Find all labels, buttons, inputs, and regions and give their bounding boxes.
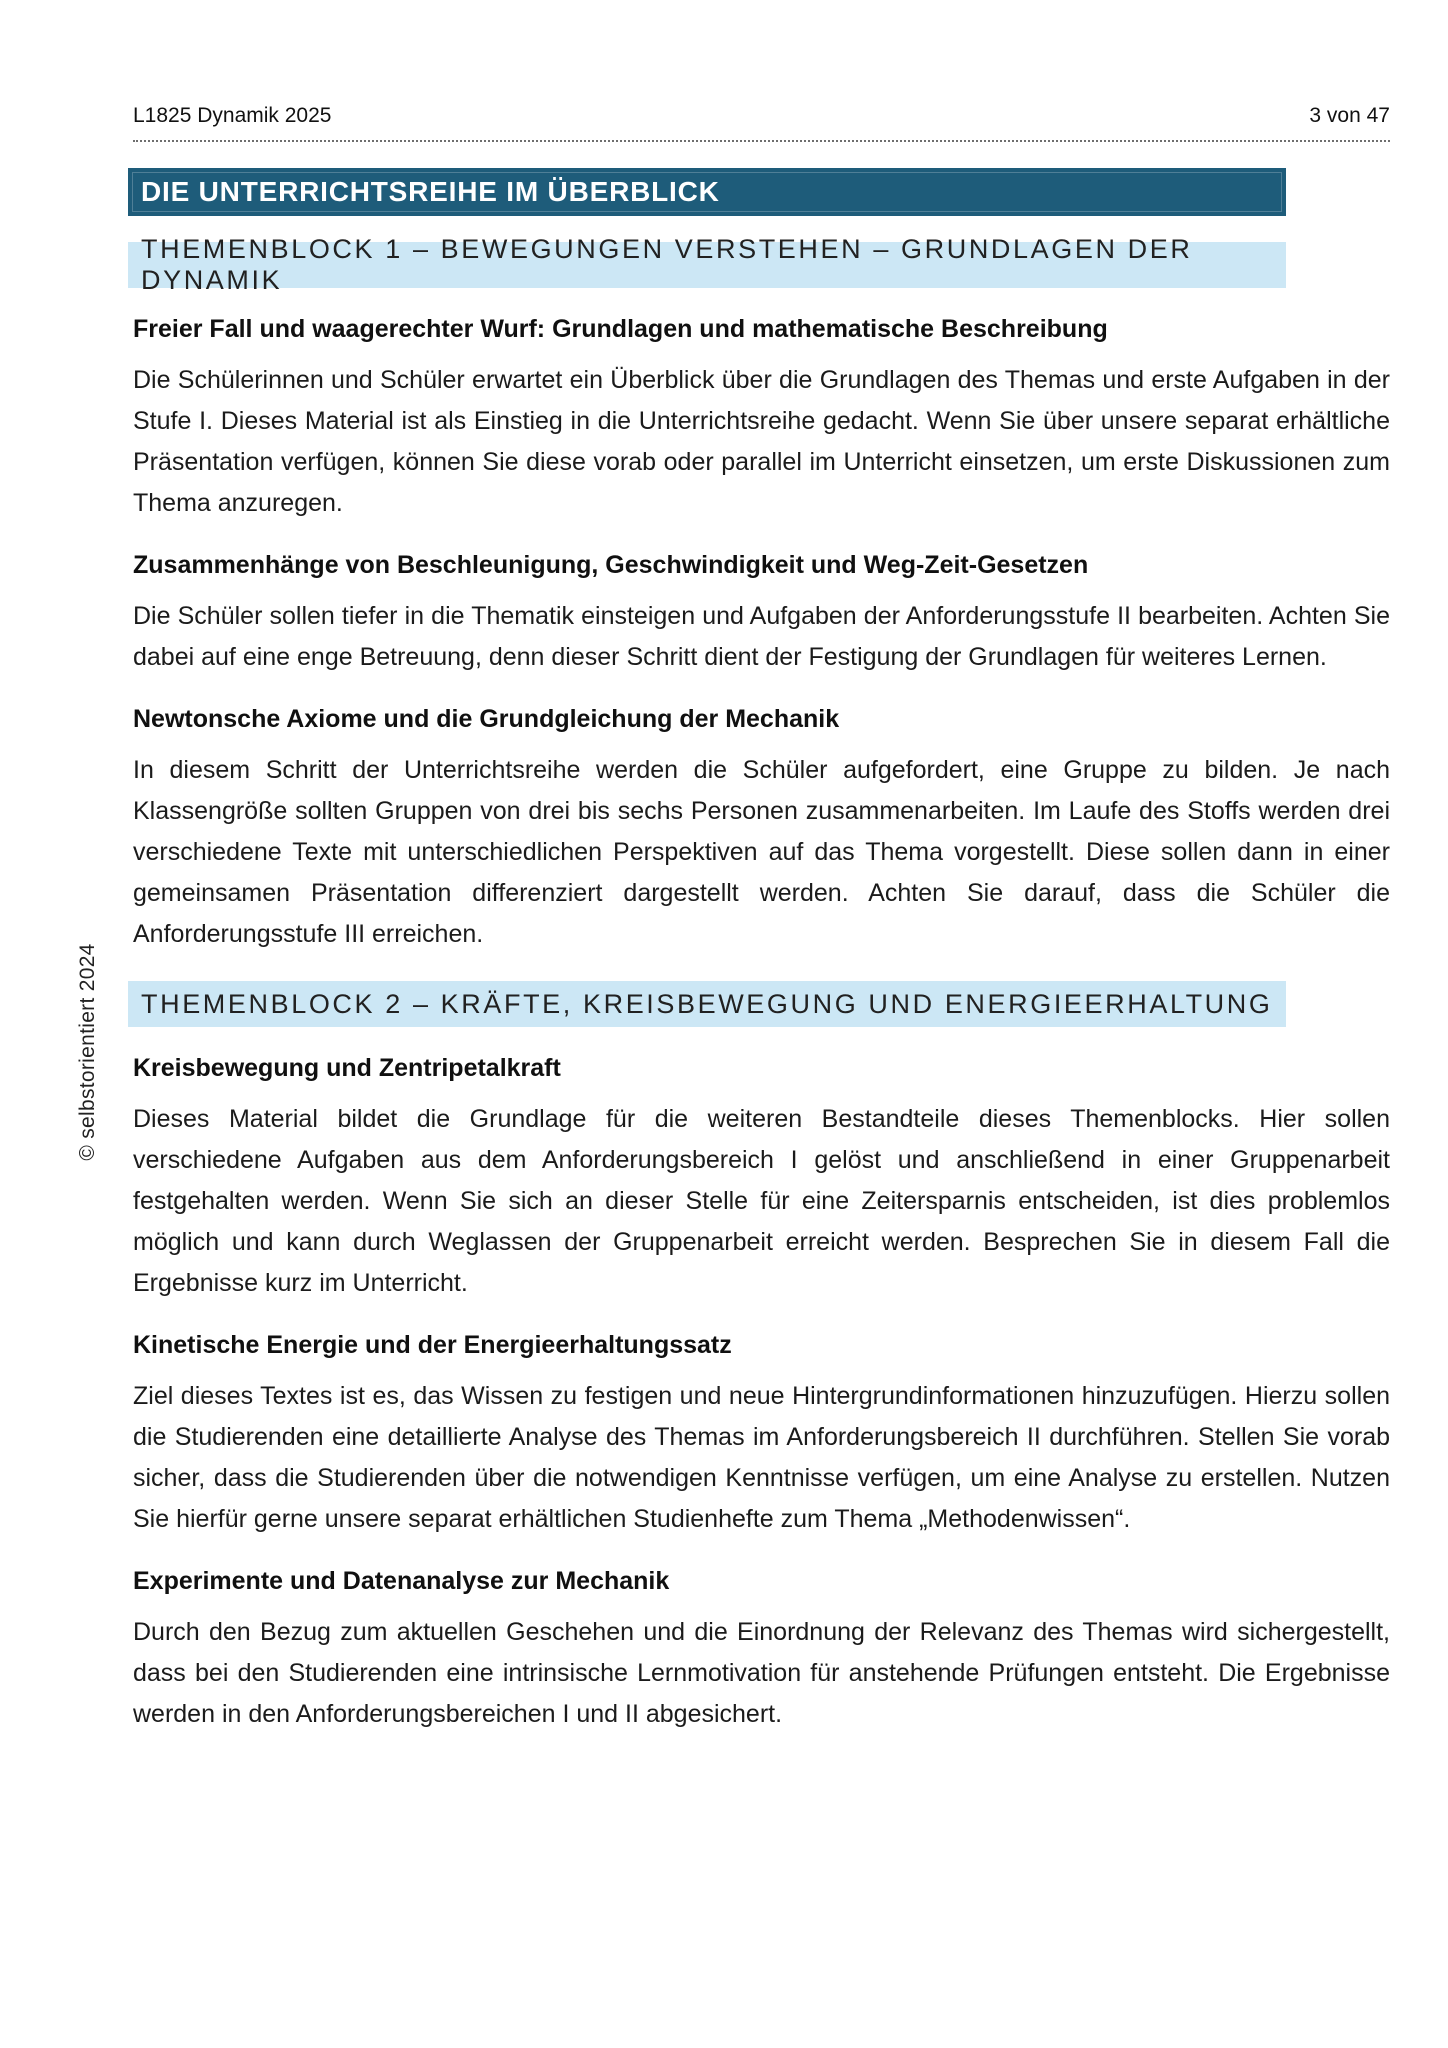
section-paragraph: Dieses Material bildet die Grundlage für die weiteren Bestandteile dieses Themenblocks. Hier sollen verschiedene Aufgaben aus dem Anforderungsbereich I gelöst und anschließend in einer Gruppenarbeit festgehalten werden. Wenn Sie sich an dieser Stelle für eine Zeitersparnis entscheiden, ist dies problemlos möglich und kann durch Weglassen der Gruppenarbeit erreicht werden. Besprechen Sie in diesem Fall die Ergebnisse kurz im Unterricht. — [133, 1105, 1390, 1297]
themenblock-2-label: THEMENBLOCK 2 – KRÄFTE, KREISBEWEGUNG UND ENERGIEERHALTUNG — [141, 988, 1273, 1019]
themenblock-2-banner — [128, 981, 1286, 1027]
section-paragraph: Die Schülerinnen und Schüler erwartet ein Überblick über die Grundlagen des Themas und erste Aufgaben in der Stufe I. Dieses Material ist als Einstieg in die Unterrichtsreihe gedacht. Wenn Sie über unsere separat erhältliche Präsentation verfügen, können Sie diese vorab oder parallel im Unterricht einsetzen, um erste Diskussionen zum Thema anzuregen. — [133, 366, 1390, 517]
themenblock-1-banner — [128, 234, 1286, 295]
page-indicator: 3 von 47 — [1309, 104, 1390, 127]
main-title: DIE UNTERRICHTSREIHE IM ÜBERBLICK — [141, 176, 720, 207]
copyright-sidenote: © selbstorientiert 2024 — [76, 943, 99, 1161]
section-paragraph: Durch den Bezug zum aktuellen Geschehen und die Einordnung der Relevanz des Themas wird sichergestellt, dass bei den Studierenden eine intrinsische Lernmotivation für anstehende Prüfungen entsteht. Die Ergebnisse werden in den Anforderungsbereichen I und II abgesichert. — [133, 1618, 1390, 1728]
section-heading: Newtonsche Axiome und die Grundgleichung der Mechanik — [133, 705, 840, 733]
content-column — [133, 0, 1390, 1735]
section-heading: Zusammenhänge von Beschleunigung, Geschwindigkeit und Weg-Zeit-Gesetzen — [133, 551, 1089, 579]
themenblock-1-label: THEMENBLOCK 1 – BEWEGUNGEN VERSTEHEN – GRUNDLAGEN DER DYNAMIK — [141, 234, 1193, 295]
section-heading: Kinetische Energie und der Energieerhaltungssatz — [133, 1331, 732, 1359]
section-paragraph: Die Schüler sollen tiefer in die Thematik einsteigen und Aufgaben der Anforderungsstufe II bearbeiten. Achten Sie dabei auf eine enge Betreuung, denn dieser Schritt dient der Festigung der Grundlagen für weiteres Lernen. — [133, 602, 1390, 671]
section-paragraph: Ziel dieses Textes ist es, das Wissen zu festigen und neue Hintergrundinformationen hinzuzufügen. Hierzu sollen die Studierenden eine detaillierte Analyse des Themas im Anforderungsbereich II durchführen. Stellen Sie vorab sicher, dass die Studierenden über die notwendigen Kenntnisse verfügen, um eine Analyse zu erstellen. Nutzen Sie hierfür gerne unsere separat erhältlichen Studienhefte zum Thema „Methodenwissen“. — [133, 1382, 1390, 1533]
doc-code: L1825 Dynamik 2025 — [133, 104, 332, 127]
section-paragraph: In diesem Schritt der Unterrichtsreihe werden die Schüler aufgefordert, eine Gruppe zu bilden. Je nach Klassengröße sollten Gruppen von drei bis sechs Personen zusammenarbeiten. Im Laufe des Stoffs werden drei verschiedene Texte mit unterschiedlichen Perspektiven auf das Thema vorgestellt. Diese sollen dann in einer gemeinsamen Präsentation differenziert dargestellt werden. Achten Sie darauf, dass die Schüler die Anforderungsstufe III erreichen. — [133, 756, 1390, 948]
section-heading: Experimente und Datenanalyse zur Mechanik — [133, 1567, 670, 1595]
main-title-banner — [128, 168, 1286, 216]
section-heading: Kreisbewegung und Zentripetalkraft — [133, 1054, 561, 1082]
page-header — [133, 0, 1390, 142]
section-heading: Freier Fall und waagerechter Wurf: Grundlagen und mathematische Beschreibung — [133, 315, 1108, 343]
